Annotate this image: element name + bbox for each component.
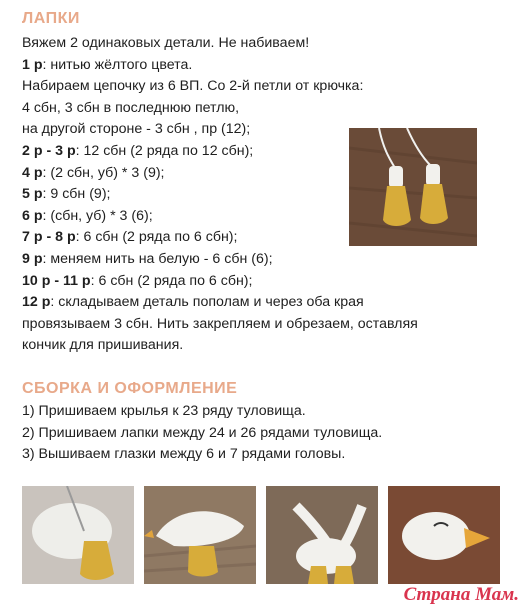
instruction-text: : нитью жёлтого цвета. bbox=[42, 56, 193, 73]
instruction-line bbox=[22, 119, 250, 139]
instruction-text: Вяжем 2 одинаковых детали. Не набиваем! bbox=[22, 35, 310, 51]
instruction-text: : 9 сбн (9); bbox=[42, 186, 111, 203]
watermark-text: Страна Мам bbox=[403, 584, 515, 605]
instruction-text: : (2 сбн, уб) * 3 (9); bbox=[42, 164, 165, 181]
instruction-line bbox=[22, 249, 273, 269]
photo-paws bbox=[349, 128, 477, 246]
photo-attach-paw bbox=[22, 486, 134, 584]
instruction-text: провязываем 3 сбн. Нить закрепляем и обрезаем, оставляя bbox=[22, 315, 418, 332]
instruction-text: : 12 сбн (2 ряда по 12 сбн); bbox=[75, 143, 254, 159]
instruction-line bbox=[22, 314, 418, 334]
instruction-line bbox=[22, 98, 239, 118]
instruction-text: : складываем деталь пополам и через оба края bbox=[50, 294, 364, 311]
paws-illustration bbox=[349, 128, 477, 246]
photo-goose-head bbox=[388, 486, 500, 584]
instruction-line bbox=[22, 444, 345, 464]
instruction-text: 1) Пришиваем крылья к 23 ряду туловища. bbox=[22, 403, 306, 419]
row-label: 7 р - 8 р bbox=[22, 229, 76, 246]
watermark-dot: . bbox=[514, 584, 519, 605]
instruction-line bbox=[22, 423, 382, 443]
site-watermark bbox=[404, 584, 519, 606]
section-title-paws: ЛАПКИ bbox=[22, 10, 80, 27]
instruction-line bbox=[22, 184, 111, 204]
instruction-text: : меняем нить на белую - 6 сбн (6); bbox=[42, 251, 273, 267]
row-label: 9 р bbox=[22, 251, 43, 267]
instruction-text: 2) Пришиваем лапки между 24 и 26 рядами туловища. bbox=[22, 424, 383, 441]
row-label: 1 р bbox=[22, 56, 43, 73]
instruction-line bbox=[22, 163, 165, 183]
row-label: 10 р - 11 р bbox=[22, 272, 91, 289]
row-label: 4 р bbox=[22, 164, 43, 181]
row-label: 5 р bbox=[22, 186, 43, 203]
photo-goose-side bbox=[144, 486, 256, 584]
instruction-line bbox=[22, 227, 237, 247]
row-label: 2 р - 3 р bbox=[22, 143, 76, 159]
instruction-line bbox=[22, 292, 364, 312]
instruction-text: 4 сбн, 3 сбн в последнюю петлю, bbox=[22, 99, 240, 116]
row-label: 12 р bbox=[22, 294, 51, 311]
instruction-text: : (сбн, уб) * 3 (6); bbox=[42, 207, 153, 224]
instruction-text: 3) Вышиваем глазки между 6 и 7 рядами головы. bbox=[22, 446, 346, 463]
photo-goose-standing bbox=[266, 486, 378, 584]
instruction-text: на другой стороне - 3 сбн , пр (12); bbox=[22, 121, 251, 138]
instruction-line bbox=[22, 271, 252, 291]
section-title-assembly: СБОРКА И ОФОРМЛЕНИЕ bbox=[22, 380, 238, 397]
instruction-text: кончик для пришивания. bbox=[22, 337, 184, 354]
instruction-line bbox=[22, 206, 153, 226]
instruction-line bbox=[22, 141, 253, 161]
instruction-text: Набираем цепочку из 6 ВП. Со 2-й петли от крючка: bbox=[22, 78, 364, 95]
instruction-line bbox=[22, 401, 306, 421]
instruction-text: : 6 сбн (2 ряда по 6 сбн); bbox=[90, 272, 253, 289]
instruction-line bbox=[22, 76, 363, 96]
instruction-line bbox=[22, 55, 192, 75]
instruction-line bbox=[22, 33, 309, 53]
instruction-text: : 6 сбн (2 ряда по 6 сбн); bbox=[75, 229, 238, 246]
instruction-line bbox=[22, 335, 183, 355]
row-label: 6 р bbox=[22, 207, 43, 224]
